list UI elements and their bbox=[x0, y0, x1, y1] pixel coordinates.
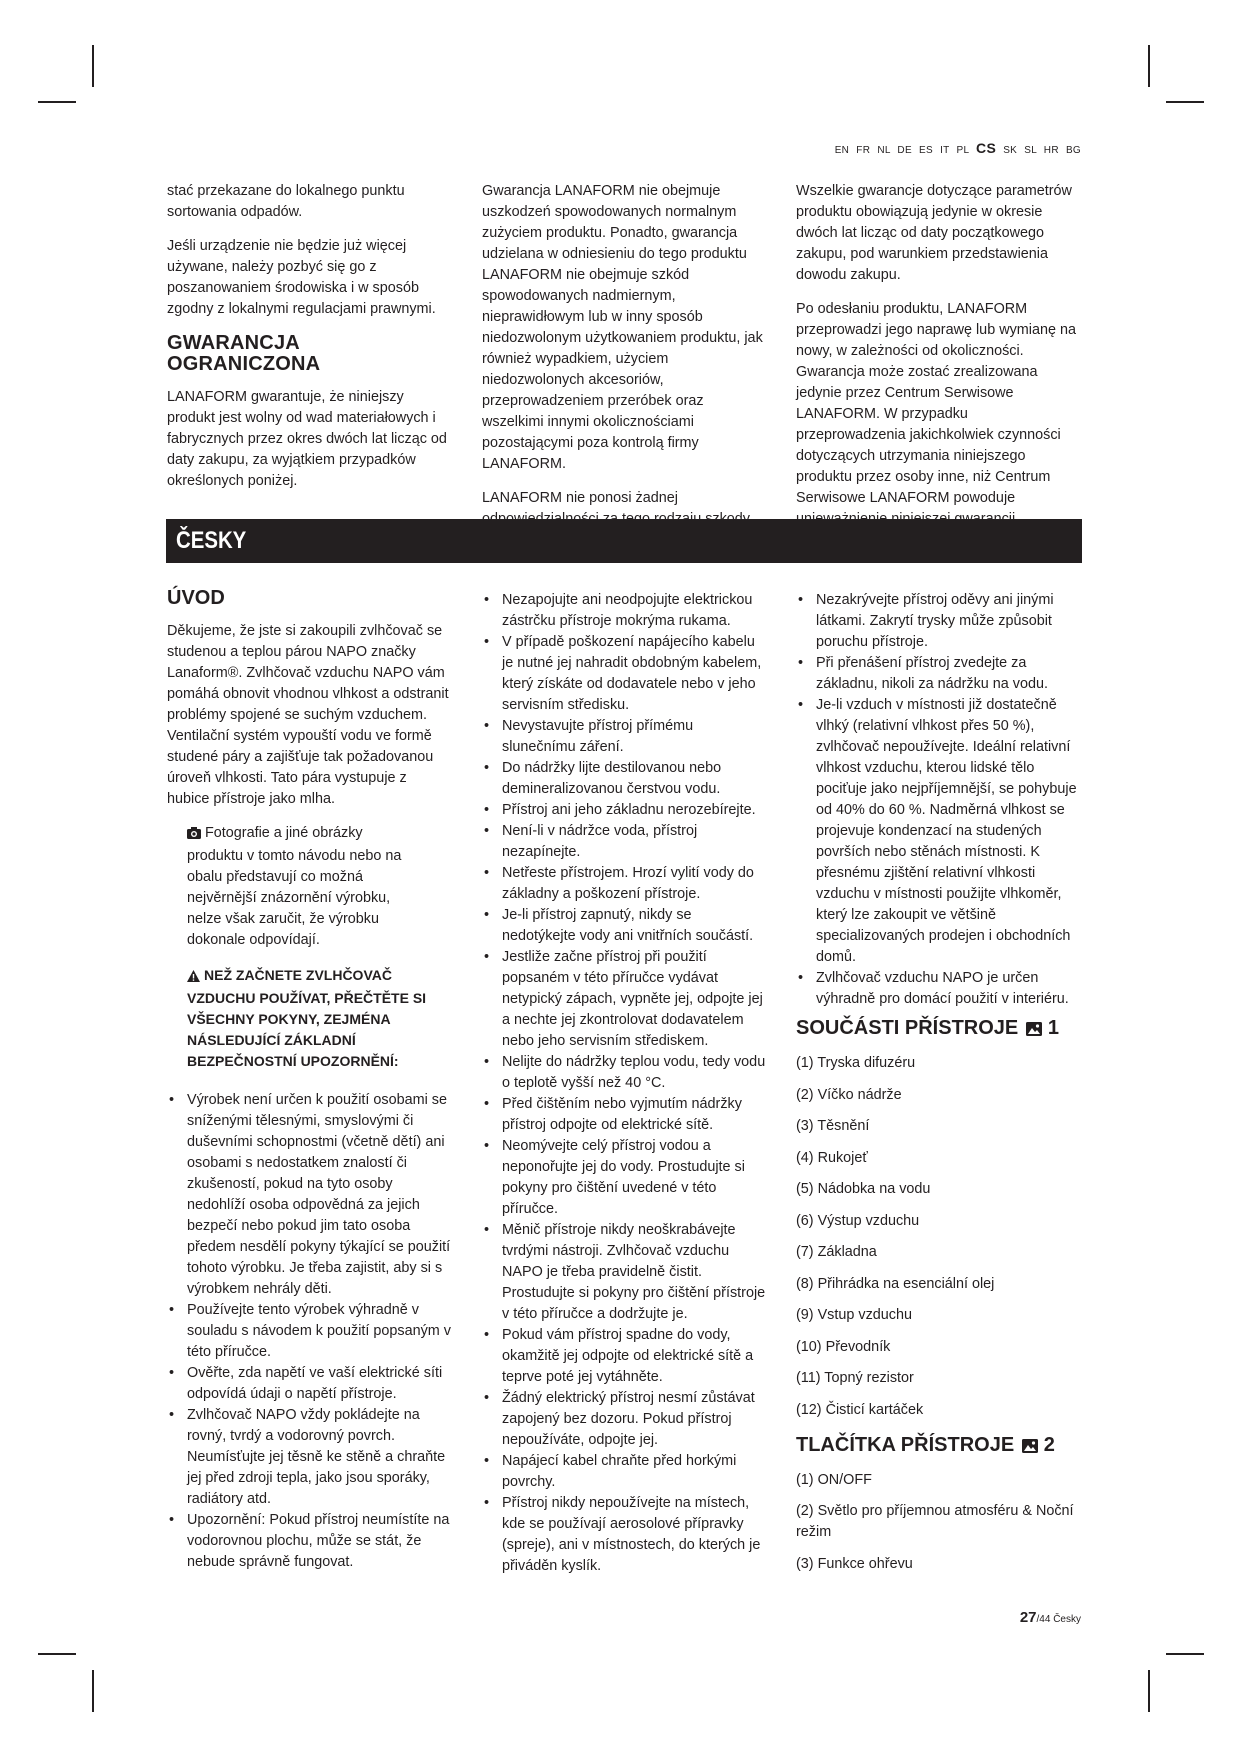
list-item: • Pokud vám přístroj spadne do vody, okamžitě jej odpojte od elektrické sítě a teprve poté jej vytáhněte. bbox=[482, 1325, 766, 1388]
list-item: • Zvlhčovač NAPO vždy pokládejte na rovný, tvrdý a vodorovný povrch. Neumísťujte jej těsně ke stěně a chraňte jej před zdroji tepla, jako jsou sporáky, radiátory atd. bbox=[167, 1405, 453, 1510]
czech-column-1 bbox=[167, 580, 453, 1577]
list-item: • Při přenášení přístroj zvedejte za základnu, nikoli za nádržku na vodu. bbox=[796, 653, 1081, 695]
list-item: • Žádný elektrický přístroj nesmí zůstávat zapojený bez dozoru. Pokud přístroj nepoužíváte, odpojte jej. bbox=[482, 1388, 766, 1451]
section-heading-warranty: GWARANCJA OGRANICZONA bbox=[167, 332, 321, 375]
lang-es: ES bbox=[919, 145, 933, 156]
image-icon bbox=[1022, 1437, 1038, 1458]
list-item: • Netřeste přístrojem. Hrozí vylití vody do základny a poškození přístroje. bbox=[482, 863, 766, 905]
part-item: (11) Topný rezistor bbox=[796, 1370, 914, 1386]
photo-note-text: Fotografie a jiné obrázky produktu v tomto návodu nebo na obalu představují co možná nejvěrnější znázornění výrobku, nelze však zaručit, že výrobku dokonale odpovídají. bbox=[187, 825, 402, 948]
paragraph: LANAFORM gwarantuje, że niniejszy produkt jest wolny od wad materiałowych i fabrycznych przez okres dwóch lat licząc od daty zakupu, za wyjątkiem przypadków określonych poniżej. bbox=[167, 389, 447, 489]
photo-note bbox=[187, 823, 417, 951]
warning-text: NEŽ ZAČNETE ZVLHČOVAČ VZDUCHU POUŽÍVAT, PŘEČTĚTE SI VŠECHNY POKYNY, ZEJMÉNA NÁSLEDUJÍCÍ ZÁKLADNÍ BEZPEČNOSTNÍ UPOZORNĚNÍ: bbox=[187, 967, 427, 1069]
list-item: • Měnič přístroje nikdy neoškrabávejte tvrdými nástroji. Zvlhčovač vzduchu NAPO je třeba pravidelně čistit. Prostudujte si pokyny pro čištění přístroje v této příručce a dodržujte je. bbox=[482, 1220, 766, 1325]
part-item: (8) Přihrádka na esenciální olej bbox=[796, 1275, 995, 1292]
part-item: (7) Základna bbox=[796, 1244, 877, 1260]
paragraph: Po odesłaniu produktu, LANAFORM przeprowadzi jego naprawę lub wymianę na nowy, w zależności od okoliczności. Gwarancja może zostać zrealizowana jedynie przez Centrum Serwisowe LANAFORM. W przypadku przeprowadzenia jakichkolwiek czynności dotyczących utrzymania niniejszego produktu przez osoby inne, niż Centrum Serwisowe LANAFORM powoduje bbox=[796, 301, 1076, 506]
buttons-list bbox=[796, 1470, 1081, 1575]
part-item: (6) Výstup vzduchu bbox=[796, 1212, 920, 1229]
crop-mark bbox=[1166, 101, 1204, 103]
lang-sk: SK bbox=[1003, 145, 1018, 156]
list-item: • Před čištěním nebo vyjmutím nádržky přístroj odpojte od elektrické sítě. bbox=[482, 1094, 766, 1136]
part-item: (2) Víčko nádrže bbox=[796, 1086, 902, 1103]
intro-heading: ÚVOD bbox=[167, 587, 225, 609]
part-item: (9) Vstup vzduchu bbox=[796, 1307, 912, 1323]
button-item: (3) Funkce ohřevu bbox=[796, 1555, 913, 1572]
list-item: • Nezakrývejte přístroj oděvy ani jinými látkami. Zakrytí trysky může způsobit poruchu přístroje. bbox=[796, 590, 1081, 653]
parts-heading: SOUČÁSTI PŘÍSTROJE 1 bbox=[796, 1017, 1059, 1039]
crop-mark bbox=[1148, 1670, 1150, 1712]
parts-figure-number: 1 bbox=[1047, 1017, 1059, 1039]
polish-column-2 bbox=[482, 181, 766, 564]
list-item: • Napájecí kabel chraňte před horkými povrchy. bbox=[482, 1451, 766, 1493]
part-item: (4) Rukojeť bbox=[796, 1149, 868, 1166]
lang-it: IT bbox=[940, 145, 950, 156]
paragraph: Gwarancja LANAFORM nie obejmuje uszkodzeń spowodowanych normalnym zużyciem produktu. Ponadto, gwarancja udzielana w odniesieniu do tego produktu LANAFORM nie obejmuje szkód spowodowanych nadmiernym, nieprawidłowym lub w inny sposób niedozwolonym użytkowaniem produktu, jak również wypadkiem, użyciem niedozwolonych akcesoriów, przeprowadzeniem przeróbek oraz wszelkimi innymi okolicznościami pozostającymi poza kontrolą firmy LANAFORM. bbox=[482, 183, 763, 472]
part-item: (5) Nádobka na vodu bbox=[796, 1181, 931, 1197]
lang-cs-current: CS bbox=[976, 140, 997, 156]
list-item: • Není-li v nádržce voda, přístroj nezapínejte. bbox=[482, 821, 766, 863]
list-item: • Výrobek není určen k použití osobami se sníženými tělesnými, smyslovými či duševními schopnostmi (včetně dětí) ani osobami s nedostatkem znalostí či zkušeností, pokud na tyto osoby nedohlíží osoba odpovědná za jejich bezpečí nebo pokud jim tato osoba předem nesdělí pokyny týkající se použití tohoto výrobku. Je třeba zajistit, aby si s výrobkem nehrály děti. bbox=[167, 1090, 453, 1300]
lang-bg: BG bbox=[1065, 145, 1081, 156]
list-item: • Zvlhčovač vzduchu NAPO je určen výhradně pro domácí použití v interiéru. bbox=[796, 968, 1081, 1010]
list-item: • Je-li vzduch v místnosti již dostatečně vlhký (relativní vlhkost přes 50 %), zvlhčovač nepoužívejte. Ideální relativní vlhkost vzduchu, kterou lidské tělo pociťuje jako nejpříjemnější, se pohybuje od 40% do 60 %. Nadměrná vlhkost se projevuje kondenzací na studených površích nebo stěnách místnosti. K přesnému zjištění relativní vlhkosti vzduchu v místnosti použijte vlhkoměr, který lze zakoupit ve většině specializovaných prodejen i obchodních domů. bbox=[796, 695, 1081, 968]
paragraph: Jeśli urządzenie nie będzie już więcej używane, należy pozbyć się go z poszanowaniem środowiska i w sposób zgodny z lokalnymi regulacjami prawnymi. bbox=[167, 238, 436, 317]
list-item: • Je-li přístroj zapnutý, nikdy se nedotýkejte vody ani vnitřních součástí. bbox=[482, 905, 766, 947]
list-item: • Neomývejte celý přístroj vodou a neponořujte jej do vody. Prostudujte si pokyny pro čištění uvedené v této příručce. bbox=[482, 1136, 766, 1220]
part-item: (1) Tryska difuzéru bbox=[796, 1055, 916, 1071]
lang-hr: HR bbox=[1043, 145, 1059, 156]
safety-list-3 bbox=[796, 590, 1081, 1010]
page-footer bbox=[1020, 1609, 1081, 1626]
crop-mark bbox=[38, 1653, 76, 1655]
crop-mark bbox=[38, 101, 76, 103]
page-number: 27 bbox=[1019, 1609, 1037, 1626]
crop-mark bbox=[1148, 45, 1150, 87]
safety-list-2 bbox=[482, 590, 766, 1577]
lang-pl: PL bbox=[956, 145, 969, 156]
language-banner bbox=[166, 519, 1082, 563]
lang-en: EN bbox=[834, 145, 850, 156]
list-item: • Upozornění: Pokud přístroj neumístíte na vodorovnou plochu, může se stát, že nebude správně fungovat. bbox=[167, 1510, 453, 1573]
banner-title: ČESKY bbox=[176, 527, 247, 554]
list-item: • Přístroj ani jeho základnu nerozebírejte. bbox=[482, 800, 766, 821]
warning-icon bbox=[187, 967, 200, 988]
list-item: • Nevystavujte přístroj přímému slunečnímu záření. bbox=[482, 716, 766, 758]
parts-list bbox=[796, 1053, 1081, 1421]
czech-column-2 bbox=[482, 590, 766, 1581]
button-item: (2) Světlo pro příjemnou atmosféru & Noční režim bbox=[796, 1503, 1074, 1540]
list-item: • Do nádržky lijte destilovanou nebo demineralizovanou čerstvou vodu. bbox=[482, 758, 766, 800]
safety-list-1 bbox=[167, 1090, 453, 1573]
polish-column-3 bbox=[796, 181, 1081, 543]
button-item: (1) ON/OFF bbox=[796, 1471, 872, 1488]
part-item: (12) Čisticí kartáček bbox=[796, 1401, 924, 1418]
list-item: • Přístroj nikdy nepoužívejte na místech, kde se používají aerosolové přípravky (spreje), ani v místnostech, do kterých je přiváděn kyslík. bbox=[482, 1493, 766, 1577]
buttons-figure-number: 2 bbox=[1043, 1433, 1055, 1456]
lang-fr: FR bbox=[856, 145, 871, 156]
list-item: • Nelijte do nádržky teplou vodu, tedy vodu o teplotě vyšší než 40 °C. bbox=[482, 1052, 766, 1094]
list-item: • Používejte tento výrobek výhradně v souladu s návodem k použití popsaným v této příručce. bbox=[167, 1300, 453, 1363]
paragraph: stać przekazane do lokalnego punktu sortowania odpadów. bbox=[167, 183, 405, 220]
intro-paragraph: Děkujeme, že jste si zakoupili zvlhčovač se studenou a teplou párou NAPO značky Lanaform®. Zvlhčovač vzduchu NAPO vám pomáhá obnovit vhodnou vlhkost a odstranit problémy spojené se suchým vzduchem. Ventilační systém vypouští vodu ve formě studené páry a zajišťuje tak požadovanou úroveň vlhkosti. Tato pára vystupuje z hubice přístroje jako mlha. bbox=[167, 623, 449, 807]
part-item: (3) Těsnění bbox=[796, 1118, 870, 1134]
camera-icon bbox=[187, 825, 201, 846]
list-item: • Nezapojujte ani neodpojujte elektrickou zástrčku přístroje mokrýma rukama. bbox=[482, 590, 766, 632]
page-total: /44 bbox=[1036, 1614, 1051, 1625]
polish-column-1 bbox=[167, 181, 453, 505]
part-item: (10) Převodník bbox=[796, 1338, 891, 1355]
crop-mark bbox=[92, 1670, 94, 1712]
footer-language: Česky bbox=[1053, 1614, 1081, 1625]
buttons-heading: TLAČÍTKA PŘÍSTROJE 2 bbox=[796, 1433, 1055, 1456]
lang-nl: NL bbox=[877, 145, 891, 156]
list-item: • Ověřte, zda napětí ve vaší elektrické síti odpovídá údaji o napětí přístroje. bbox=[167, 1363, 453, 1405]
czech-column-3 bbox=[796, 590, 1081, 1589]
image-icon bbox=[1026, 1020, 1042, 1041]
paragraph: LANAFORM nie ponosi żadnej bbox=[482, 490, 678, 506]
crop-mark bbox=[92, 45, 94, 87]
lang-sl: SL bbox=[1024, 145, 1037, 156]
safety-warning bbox=[187, 965, 437, 1072]
list-item: • V případě poškození napájecího kabelu je nutné jej nahradit obdobným kabelem, který získáte od dodavatele nebo v jeho servisním středisku. bbox=[482, 632, 766, 716]
list-item: • Jestliže začne přístroj při použití popsaném v této příručce vydávat netypický zápach, vypněte jej, odpojte jej a nechte jej zkontrolovat dodavatelem nebo jeho servisním střediskem. bbox=[482, 947, 766, 1052]
lang-de: DE bbox=[897, 145, 912, 156]
language-index bbox=[831, 140, 1081, 156]
paragraph: Wszelkie gwarancje dotyczące parametrów produktu obowiązują jedynie w okresie dwóch lat licząc od daty początkowego zakupu, pod warunkiem przedstawienia dowodu zakupu. bbox=[796, 183, 1072, 283]
crop-mark bbox=[1166, 1653, 1204, 1655]
